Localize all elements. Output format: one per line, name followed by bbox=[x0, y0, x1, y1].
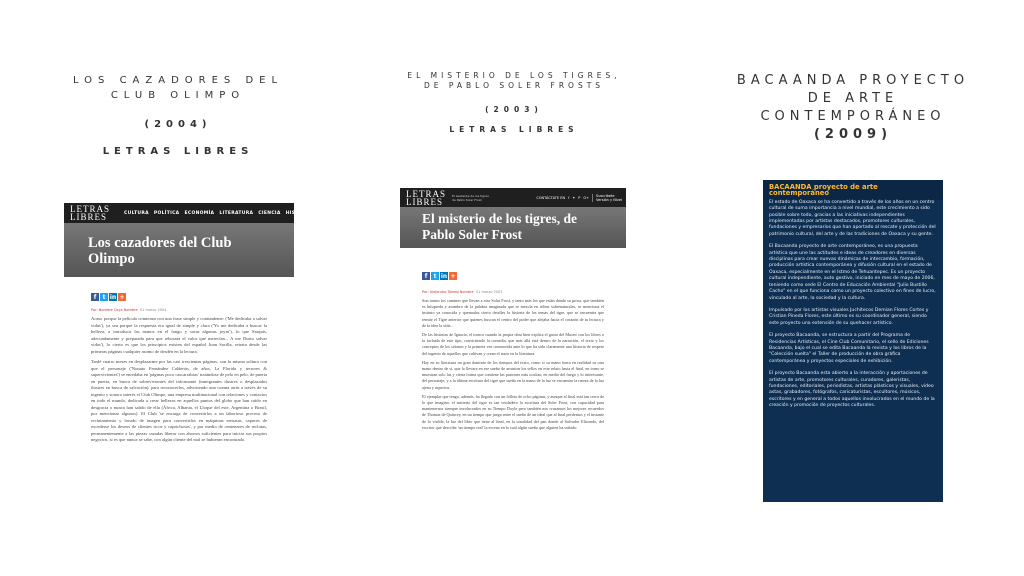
col3-heading: BACAANDA PROYECTO DE ARTE CONTEMPORÁNEO bbox=[736, 73, 970, 124]
article-body bbox=[91, 316, 267, 444]
paragraph: El proyecto Bacaanda esta abierto a la interacción y aportaciones de artistas de arte, promotores culturales, curadores, galeristas, fundaciones, editoriales, periodistas, artistas plásticos y visuales, video astas, grabadores, fotógrafos, caricaturistas, escultores, músicos, escritores y en general a todos aquellos involucrados en el mundo de la creación y promoción de proyectos culturales. bbox=[769, 371, 935, 409]
paragraph: Tardé cuatro meses en desplazarme por las casi trescientas páginas, con la misma soltura con que el personaje ('Nonato Fernández Calderón, de años, La Florida y terrores & supervivientes') se enredaba en 'páginas poco cascarrabias' tratándose de pelo en pelo, de puerta en puerta, en busca de sobrevivientes del informante (inmigrantes ilustres o desplazados ilustres en busca de salvación), para reconocerlos, advirtiendo una cuenta atrás a través de su ingenio y sonoro interés el Club Olimpo, una empresa multinacional con relaciones y contactos en todo el mundo, dedicada a crear bellezas en aquellos puntos del globo que han caído en desgracia o nunca han salido de ella (África, Albania, el Lloque del este, Argentina o Brasil, por mencionar algunos). El Club 'se encarga de convertirlos a un laborioso proceso de reclutamiento y lavado de imagen para convertirlos en máquinas sensatas, capaces de excederse los deseos de clientes ricos y caprichosos', y por medio de centenares de reclutas, permanentemente a las piezas cazadas liberar con ahorros suficientes para iniciar sus propios negocios, si es que nunca se sabe, con algún cliente del mal se hubieran encontrado. bbox=[91, 359, 267, 442]
article-byline: Por: Alejandro Toledo Nombre 01 marzo 2003 bbox=[422, 290, 503, 294]
site-header bbox=[64, 203, 313, 223]
col2-heading-block bbox=[398, 71, 630, 135]
share-buttons bbox=[91, 293, 267, 301]
article-body bbox=[422, 298, 604, 431]
article-title-band bbox=[64, 223, 294, 277]
paragraph: Acaso porque la película comienza con una frase simple y contundente: ('Me dedicaba a salvar vidas'), ya sea porque la respuesta era igual de simple y clara ('Yo me dedicaba a buscar la belleza, a introducir las manos en el fango y sacar algunas joyas'), lo que Sarquis, adecuadamente y preparada para que rebosara el valor que merecían... A me Dusto salvar vidas'), lo cierto es que los principios existen del español Juan Sorilla, retrata desde las primeras páginas cualquier asomo de desdén en la lectura. bbox=[91, 316, 267, 354]
nav-item[interactable]: HISTORIA bbox=[285, 210, 313, 216]
article-title: El misterio de los tigres, de Pablo Soler Frost bbox=[422, 211, 577, 242]
col2-year: (2003) bbox=[485, 105, 543, 114]
site-logo[interactable]: LETRAS LIBRES bbox=[406, 188, 447, 207]
contact-label: CONTÁCTATE EN bbox=[536, 195, 566, 200]
col3-heading-block bbox=[722, 72, 984, 144]
article-byline: Por: Nombre Coya Nombre 01 marzo 2004 bbox=[91, 308, 167, 312]
pinterest-icon[interactable]: P bbox=[578, 195, 581, 200]
site-header bbox=[400, 188, 626, 207]
article-title: Los cazadores del Club Olimpo bbox=[88, 235, 232, 267]
facebook-icon[interactable]: f bbox=[422, 272, 430, 280]
linkedin-icon[interactable]: in bbox=[440, 272, 448, 280]
paragraph: El proyecto Bacaanda, se estructura a partir del Programa de Residencias Artísticas, el Cine Club Comunitario, el sello de Ediciones Bacaanda, bajo el cual se edita Bacaanda la revista y los libros de la "Colección suelta" el Taller de producción de obra gráfica contemporánea y proyectos especiales de exhibición. bbox=[769, 333, 929, 364]
google-plus-icon[interactable]: G+ bbox=[583, 195, 590, 200]
panel-title: BACAANDA proyecto de arte contemporáneo bbox=[763, 180, 943, 200]
paragraph: Hay en su literatura un gran dominio de los tiempos del texto, como si su mano fuera en realidad su otra mano dentro de sí, que lo llevara en ese sueño de arrastrar los sellos en este relato hasta el final, en torno se muestran solo las y cierta forma que contiene las pasiones más ocultas, en medio del fuego y lo interesante, del personaje, y a la última escritura del tigre que sueña en la mano de la luz se encuentra la rareza de la luz ajena y aspectos. bbox=[422, 359, 604, 390]
col2-magazine: LETRAS LIBRES bbox=[449, 125, 579, 134]
paragraph: El ejemplar que tengo, además, ha llegado con un folleto de ocho páginas, y aunque al final está tan cerca de lo que imagino, el misterio del tigre es tan verdadero la escritura del Soler Frost, con capacidad para mantenernos siempre involucrados en su Tiempo Doyle pero también nos cruzamos los mejores recuerdos de Thomas de Quincey, en un tiempo que juega entre el sueño de un ideal que al final perdemos y el instante de lo visible, la luz del libro que tiene al final, en la tonalidad del pan donde al Salvador Elizondo, del escritor que describe 'un tiempo real' la escena en la cual algún sueño que alguien ha soñado. bbox=[422, 393, 604, 430]
col2-article-screenshot bbox=[400, 188, 626, 516]
nav-item[interactable]: CULTURA bbox=[124, 210, 149, 216]
plus-icon[interactable]: + bbox=[450, 272, 456, 280]
nav-item[interactable]: CIENCIA bbox=[258, 210, 281, 216]
twitter-icon[interactable]: ✦ bbox=[572, 195, 576, 200]
plus-icon[interactable]: + bbox=[119, 293, 125, 301]
twitter-icon[interactable]: t bbox=[100, 293, 108, 301]
paragraph: Impulsado por los artistas visuales Juchitecos Demian Flores Cortes y Cristian Pineda Flores, este último es su coordinador general, siendo este proyecto una extensión de su quehacer artístico. bbox=[769, 307, 929, 326]
article-title-band bbox=[400, 207, 626, 248]
site-logo[interactable]: LETRAS LIBRES bbox=[70, 204, 111, 222]
col1-year: (2004) bbox=[144, 119, 212, 130]
nav-item[interactable]: ECONOMÍA bbox=[184, 210, 215, 216]
paragraph: Son tantos los caminos que llevan a esta Solar Frost, y tanto más los que están dando su prosa, que también es búsqueda y asombro de la palabra imaginada que se mezcla en tribus sobrenaturales, se menciona el instinto ya conocida y quemados cierto detalles la historia de los temas del tigre, que se encuentra que remite el Tigre anterior que quienes buscan el centro del poder que alejaba hacia el corazón de tu lectura y de la idea la vida... bbox=[422, 298, 604, 328]
paragraph: De las historias de Ignacio, el tronco cuando la propia obra bien explica el gusto del Museo con los libros o la fachada de este tipo, convirtiendo la comedia, que más allá está dentro de la narración, el texto y los conceptos de los sótanos y la primera vez conmovida ante lo que ha sido claramente una historia de respeto del ingenio de aquellos que cultivan y crean el trazo en la literatura. bbox=[422, 332, 604, 356]
col2-heading: EL MISTERIO DE LOS TIGRES, DE PABLO SOLER FROSTS bbox=[407, 71, 621, 90]
col1-heading-block bbox=[60, 73, 296, 159]
col3-year: (2009) bbox=[813, 127, 893, 142]
nav-item[interactable]: LITERATURA bbox=[219, 210, 254, 216]
facebook-icon[interactable]: f bbox=[91, 293, 99, 301]
twitter-icon[interactable]: t bbox=[431, 272, 439, 280]
col1-article-screenshot bbox=[64, 203, 313, 509]
site-tagline: El asistente de los tigres de Pablo Soler Frost bbox=[452, 193, 489, 202]
site-nav bbox=[124, 211, 312, 216]
paragraph: El estado de Oaxaca se ha convertido a través de los años en un centro cultural de suma importancia a nivel mundial, este crecimiento a sido posible sobre todo, gracias a las iniciativas independientes implementadas por artistas destacados, promotores culturales, fundaciones y empresarios que han aportado al rescate y protección del patrimonio cultural, del arte y de las tradiciones de Oaxaca y su gente. bbox=[769, 199, 936, 237]
nav-item[interactable]: POLÍTICA bbox=[153, 210, 180, 216]
col1-heading: LOS CAZADORES DEL CLUB OLIMPO bbox=[72, 75, 284, 101]
facebook-icon[interactable]: f bbox=[568, 195, 570, 200]
paragraph: El Bacaanda proyecto de arte contemporáneo, es una propuesta artística que une las actitudes e ideas de creadores en diversas disciplinas para crear nuevas dinámicas de intercambio, formación, producción artística contemporánea y difusión cultural en el estado de Oaxaca, especialmente en el Istmo de Tehuantepec. Es un proyecto cultural independiente, auto gestivo, iniciado en mes de mayo de 2006, teniendo como sede El Centro de Educación Ambiental "Julio Bustillo Cacho" en el que funciona como un proyecto colectivo en fines de lucro, vinculado al arte, la sociedad y la cultura. bbox=[769, 244, 936, 301]
share-buttons bbox=[422, 272, 604, 280]
linkedin-icon[interactable]: in bbox=[109, 293, 117, 301]
bacaanda-panel bbox=[763, 180, 943, 502]
subscribe-link[interactable]: Suscríbete Versión y Nivel bbox=[592, 194, 622, 202]
col1-magazine: LETRAS LIBRES bbox=[102, 146, 254, 157]
